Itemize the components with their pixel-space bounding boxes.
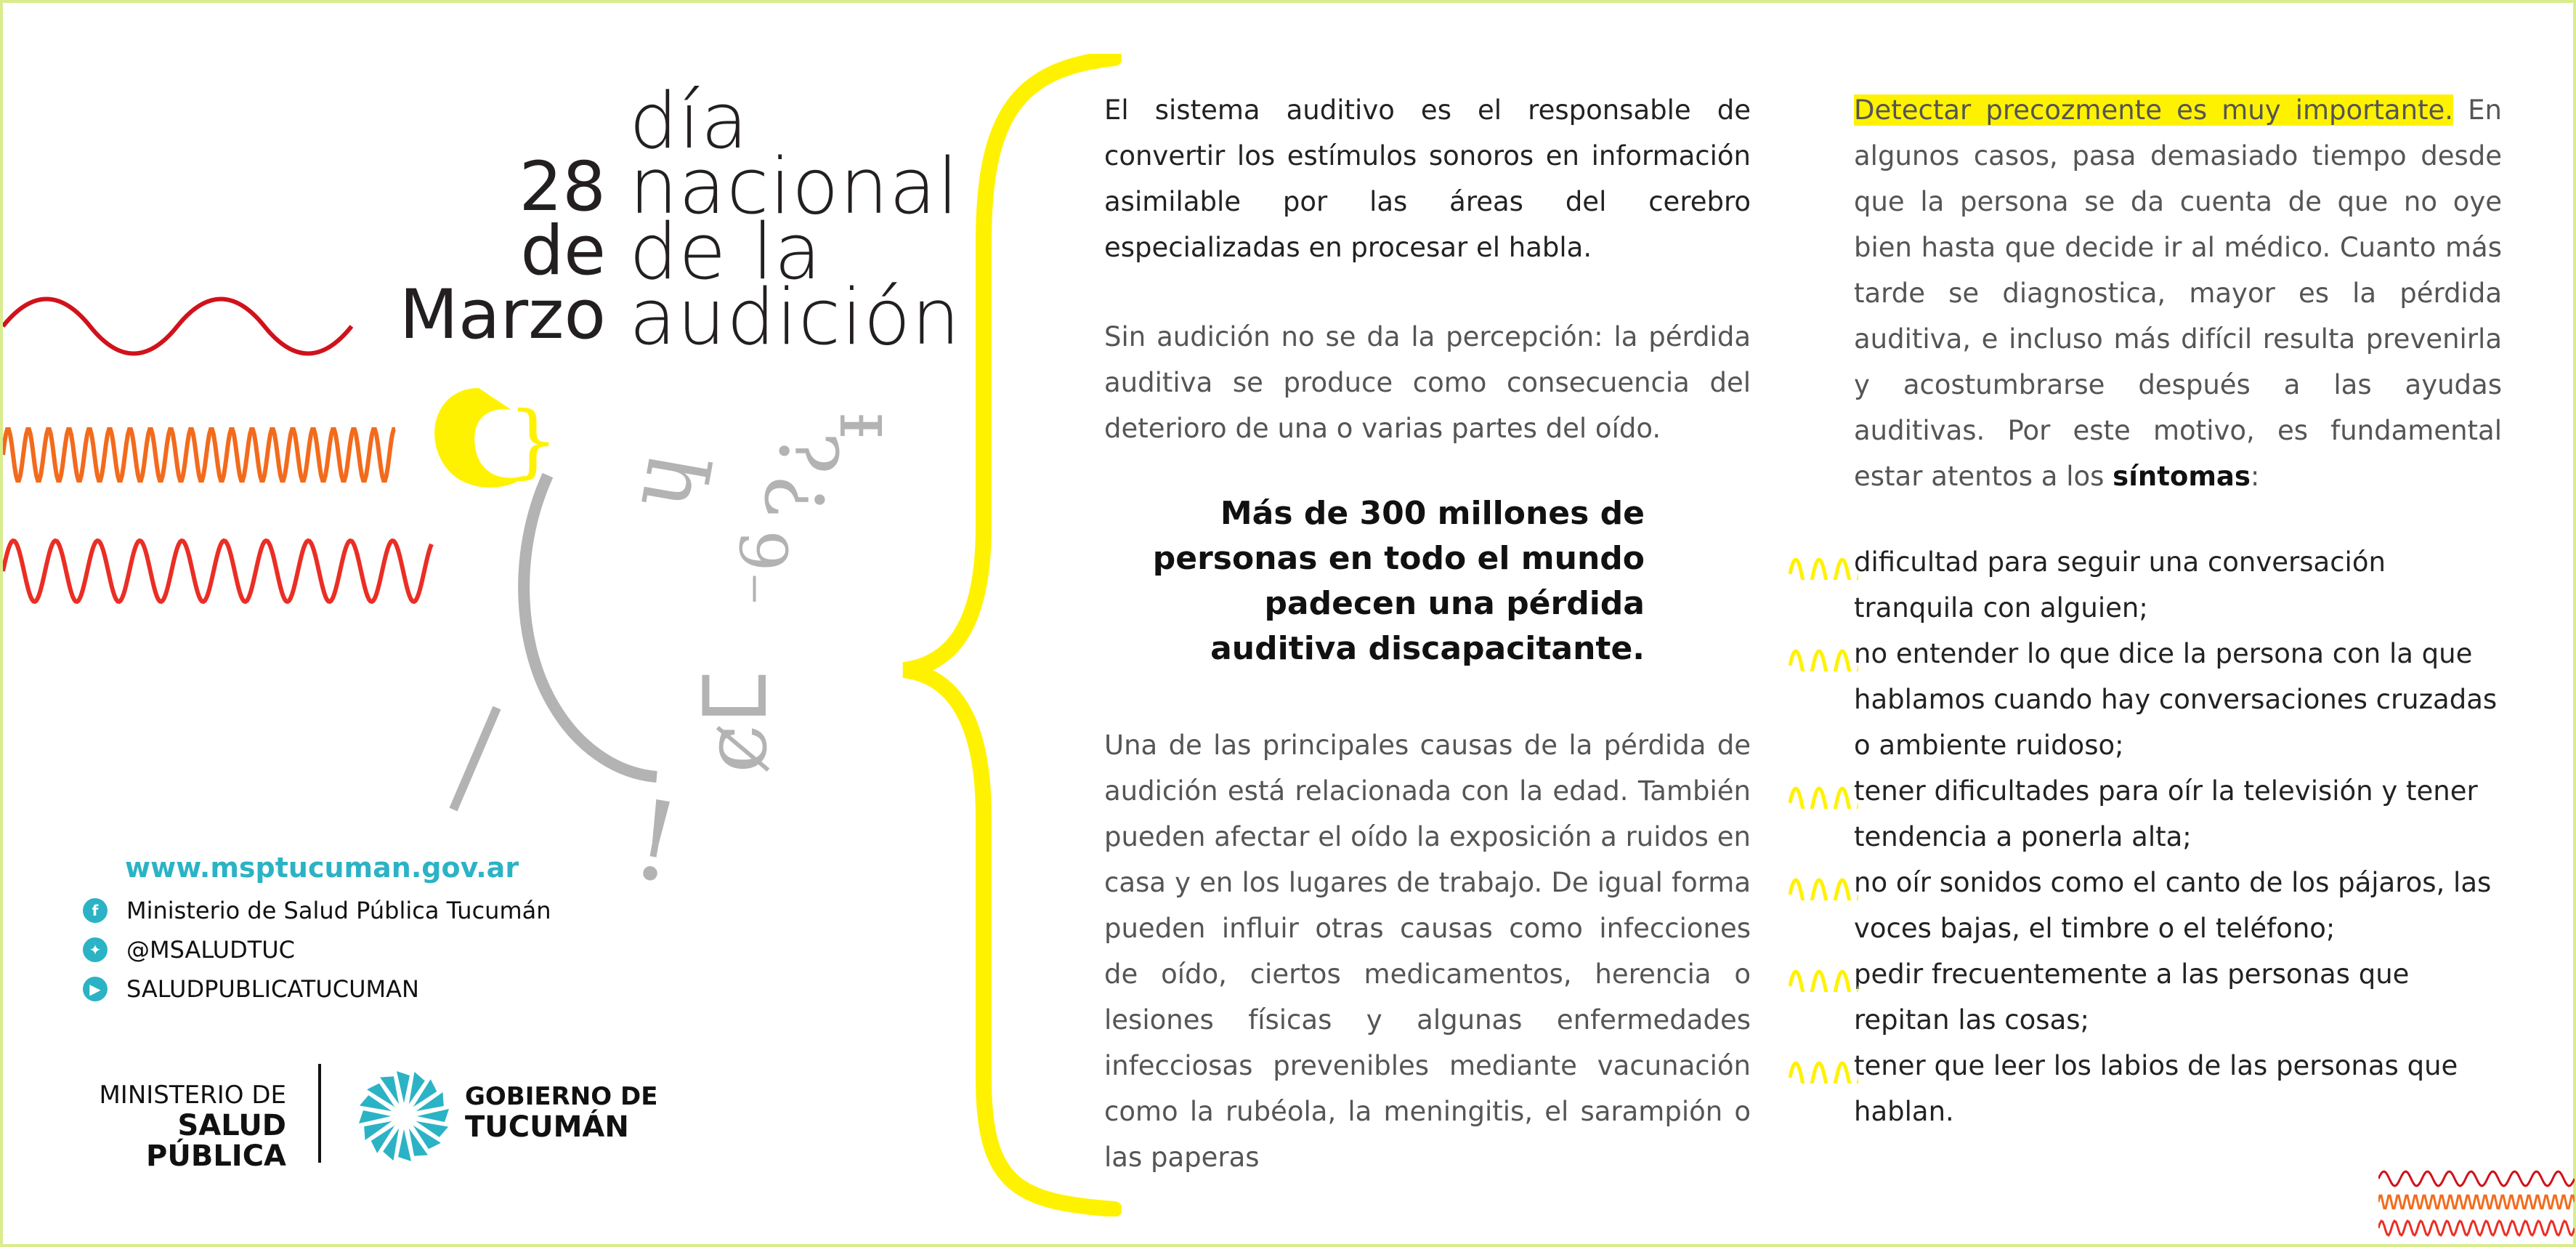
list-item <box>1854 631 2502 768</box>
sound-waves-illustration <box>3 294 453 628</box>
symptoms-list <box>1854 539 2502 1134</box>
detection-paragraph <box>1854 87 2502 499</box>
intro-paragraph: El sistema auditivo es el responsable de convertir los estímulos sonoros en información asimilable por las áreas del cerebro especializadas en procesar el habla. <box>1104 94 1751 263</box>
svg-text:ȼⵎ: ȼⵎ <box>686 670 787 773</box>
youtube-icon: ▶ <box>83 977 108 1001</box>
highlight-quote: Más de 300 millones de personas en todo el mundo padecen una pérdida auditiva discapacitante. <box>1152 495 1645 667</box>
svg-text:?¿: ?¿ <box>750 433 843 519</box>
sound-wave-icon <box>1789 639 1858 671</box>
svg-text:ᵻ: ᵻ <box>808 413 901 439</box>
svg-text:!: ! <box>623 776 689 908</box>
svg-text:⁻6: ⁻6 <box>727 530 803 606</box>
website-link[interactable]: www.msptucuman.gov.ar <box>125 852 519 884</box>
causes-paragraph: Una de las principales causas de la pérdida de audición está relacionada con la edad. También pueden afectar el oído la exposición a ruidos en casa y en los lugares de trabajo. De igual forma pueden influir otras causas como infecciones de oído, ciertos medicamentos, herencia o lesiones físicas y algunas enfermedades infecciosas prevenibles mediante vacunación como la rubéola, la meningitis, el sarampión o las paperas <box>1104 730 1751 1173</box>
title-line-audicion: audición <box>629 273 961 362</box>
date-day: 28 <box>519 148 606 227</box>
facebook-icon: f <box>83 898 108 923</box>
list-item <box>1854 860 2502 951</box>
gov-line1: GOBIERNO DE <box>465 1082 658 1111</box>
title-line-dia: día <box>629 76 749 166</box>
date-month: Marzo <box>399 275 606 355</box>
highlighted-phrase: Detectar precozmente es muy importante. <box>1854 94 2454 126</box>
symptom-text: tener que leer los labios de las personas que hablan. <box>1854 1050 2458 1127</box>
sound-wave-icon <box>1789 548 1858 580</box>
svg-text:ɥ: ɥ <box>607 442 716 516</box>
list-item <box>1854 768 2502 860</box>
youtube-text: SALUDPUBLICATUCUMAN <box>126 975 419 1003</box>
colon: : <box>2250 461 2260 492</box>
date-de: de <box>520 211 606 291</box>
symptom-text: no entender lo que dice la persona con la que hablamos cuando hay conversaciones cruzadas o ambiente ruidoso; <box>1854 638 2498 761</box>
ear-illustration <box>424 366 904 919</box>
ministry-logo <box>76 1080 286 1171</box>
ministry-line2: SALUD PÚBLICA <box>146 1109 286 1173</box>
sound-wave-icon <box>1789 868 1858 900</box>
logo-divider <box>318 1064 321 1163</box>
ministry-line1: MINISTERIO DE <box>99 1081 286 1110</box>
symptom-text: no oír sonidos como el canto de los pájaros, las voces bajas, el timbre o el teléfono; <box>1854 867 2492 944</box>
list-item <box>1854 1043 2502 1134</box>
yellow-brace <box>896 54 1122 1216</box>
corner-waves-decoration <box>2378 1166 2575 1243</box>
gov-line2: TUCUMÁN <box>465 1110 629 1144</box>
sound-wave-icon <box>1789 777 1858 809</box>
symptom-text: pedir frecuentemente a las personas que repitan las cosas; <box>1854 959 2410 1036</box>
sound-wave-icon <box>1789 960 1858 992</box>
youtube-row[interactable] <box>83 969 551 1009</box>
twitter-icon: ✦ <box>83 937 108 962</box>
tucuman-sun-logo <box>355 1067 453 1166</box>
sound-wave-icon <box>1789 1052 1858 1083</box>
title-line-nacional: nacional <box>629 142 960 231</box>
symptoms-word: síntomas <box>2113 461 2251 492</box>
twitter-text: @MSALUDTUC <box>126 936 296 964</box>
symptom-text: tener dificultades para oír la televisión y tener tendencia a ponerla alta; <box>1854 775 2478 852</box>
title-line-de-la: de la <box>629 207 822 296</box>
svg-text:}: } <box>508 394 559 487</box>
social-contacts <box>83 891 551 1009</box>
facebook-text: Ministerio de Salud Pública Tucumán <box>126 897 551 924</box>
twitter-row[interactable] <box>83 930 551 969</box>
detection-text: En algunos casos, pasa demasiado tiempo desde que la persona se da cuenta de que no oye bien hasta que decide ir al médico. Cuanto más tarde se diagnostica, mayor es la pérdida auditiva, e incluso más difícil resulta prevenirla y acostumbrarse después a las ayudas auditivas. Por este motivo, es fundamental estar atentos a los <box>1854 94 2502 492</box>
list-item <box>1854 539 2502 631</box>
list-item <box>1854 951 2502 1043</box>
perception-paragraph: Sin audición no se da la percepción: la pérdida auditiva se produce como consecuencia del deterioro de una o varias partes del oído. <box>1104 321 1751 444</box>
symptom-text: dificultad para seguir una conversación tranquila con alguien; <box>1854 546 2386 624</box>
facebook-row[interactable] <box>83 891 551 930</box>
government-logo <box>465 1081 657 1142</box>
